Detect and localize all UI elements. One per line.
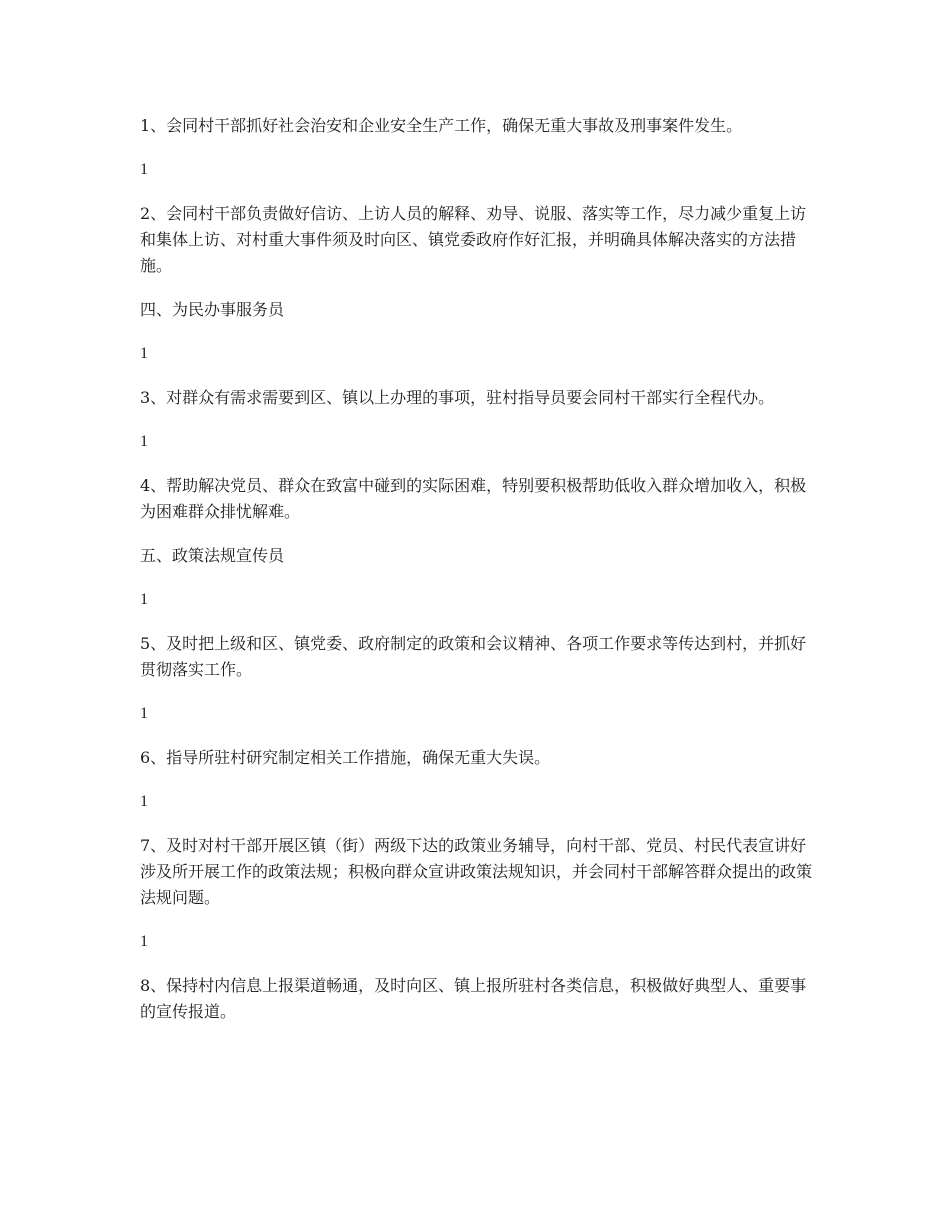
- item-paragraph-8: 8、保持村内信息上报渠道畅通，及时向区、镇上报所驻村各类信息，积极做好典型人、重要事的宣传报道。: [140, 976, 807, 1021]
- section-heading-5: 五、政策法规宣传员: [140, 546, 285, 565]
- section-heading-4: 四、为民办事服务员: [140, 300, 285, 319]
- item-paragraph-6: 6、指导所驻村研究制定相关工作措施，确保无重大失误。: [140, 748, 551, 767]
- page-marker: 1: [140, 345, 148, 362]
- item-paragraph-1: 1、会同村干部抓好社会治安和企业安全生产工作，确保无重大事故及刑事案件发生。: [140, 116, 743, 135]
- page-marker: 1: [140, 933, 148, 950]
- item-paragraph-3: 3、对群众有需求需要到区、镇以上办理的事项，驻村指导员要会同村干部实行全程代办。: [140, 388, 775, 407]
- item-paragraph-4: 4、帮助解决党员、群众在致富中碰到的实际困难，特别要积极帮助低收入群众增加收入，积极为困难群众排忧解难。: [140, 476, 807, 521]
- page-marker: 1: [140, 793, 148, 810]
- item-paragraph-5: 5、及时把上级和区、镇党委、政府制定的政策和会议精神、各项工作要求等传达到村，并抓好贯彻落实工作。: [140, 634, 807, 679]
- page-marker: 1: [140, 161, 148, 178]
- page-marker: 1: [140, 433, 148, 450]
- item-paragraph-2: 2、会同村干部负责做好信访、上访人员的解释、劝导、说服、落实等工作，尽力减少重复上访和集体上访、对村重大事件须及时向区、镇党委政府作好汇报，并明确具体解决落实的方法措施。: [140, 204, 807, 275]
- page-marker: 1: [140, 705, 148, 722]
- page-marker: 1: [140, 591, 148, 608]
- document-page: [140, 113, 820, 1043]
- item-paragraph-7: 7、及时对村干部开展区镇（街）两级下达的政策业务辅导，向村干部、党员、村民代表宣讲好涉及所开展工作的政策法规；积极向群众宣讲政策法规知识，并会同村干部解答群众提出的政策法规问题。: [140, 836, 813, 907]
